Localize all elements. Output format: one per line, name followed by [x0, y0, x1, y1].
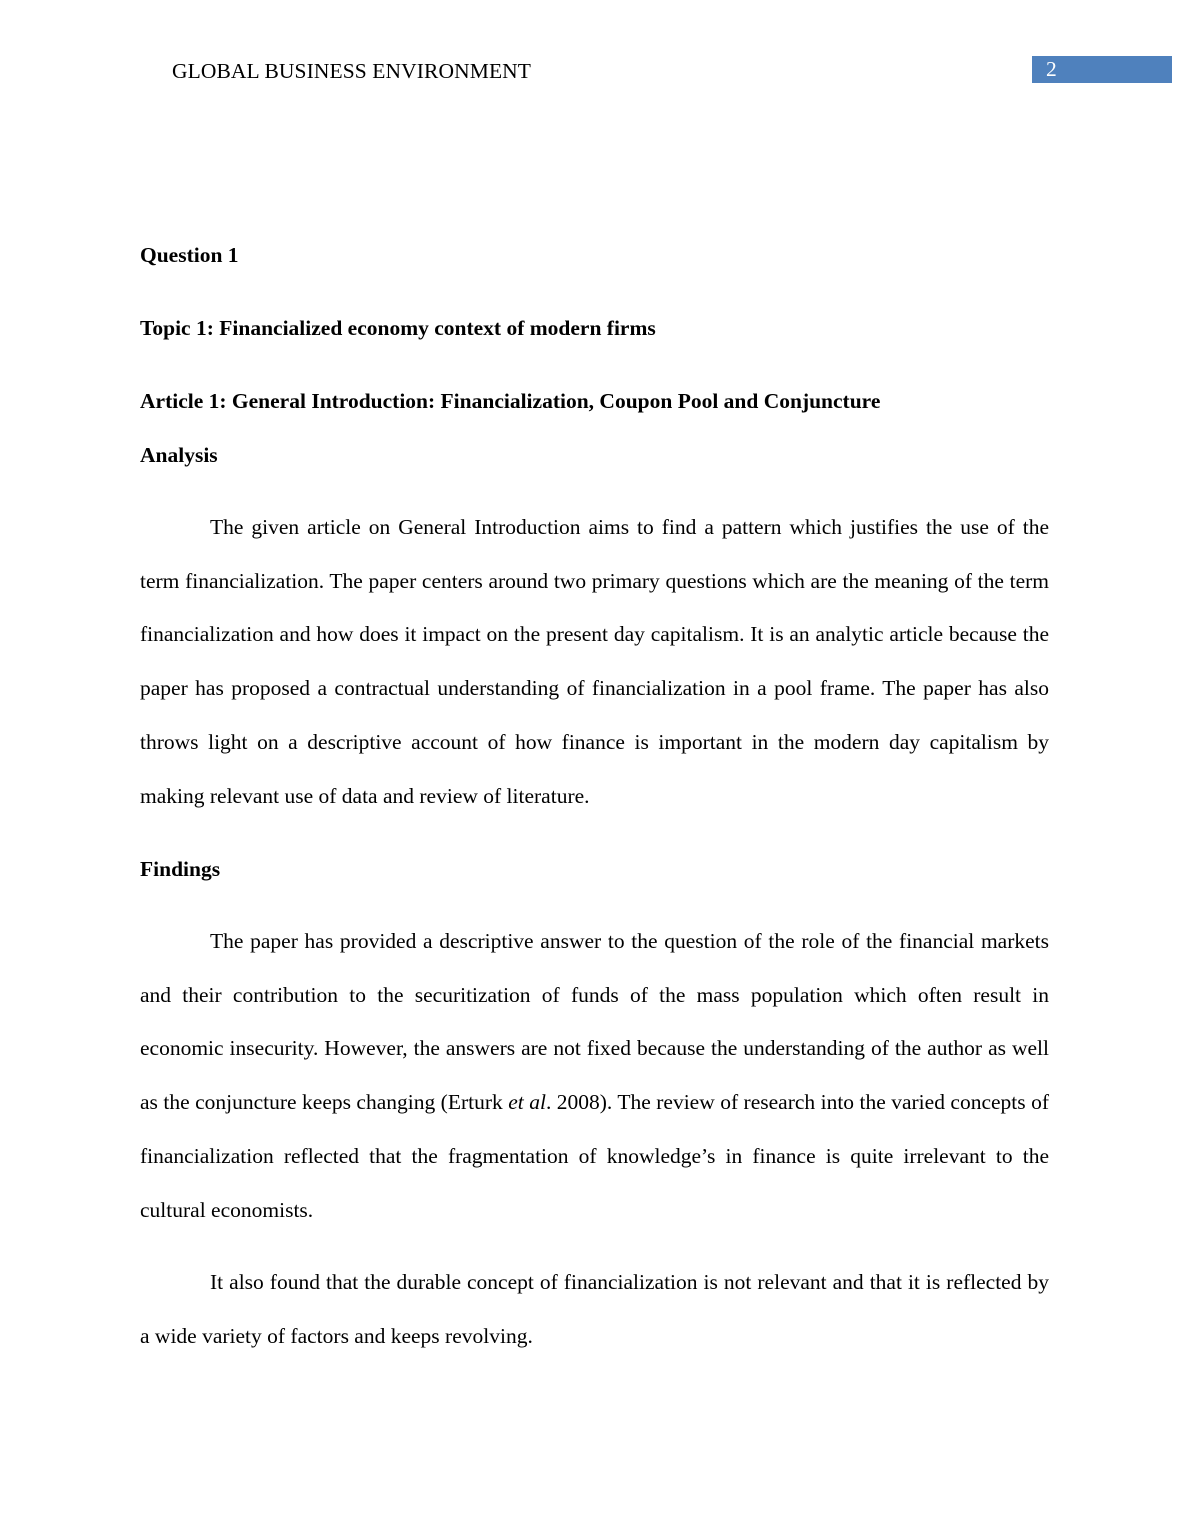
findings-citation-italic: et al [508, 1090, 546, 1115]
analysis-paragraph: The given article on General Introduction aims to find a pattern which justifies the use of the term financialization. The paper centers around two primary questions which are the meaning of the term financialization and how does it impact on the present day capitalism. It is an analytic article because the paper has proposed a contractual understanding of financialization in a pool frame. The paper has also throws light on a descriptive account of how finance is important in the modern day capitalism by making relevant use of data and review of literature. [140, 515, 1049, 808]
question-heading: Question 1 [140, 243, 239, 267]
topic-heading: Topic 1: Financialized economy context of modern firms [140, 316, 656, 340]
findings-text-part-2: . 2008). The review of research into the varied concepts of financialization reflected that the fragmentation of knowledge’s in finance is quite irrelevant to the cultural economists. [140, 1090, 1049, 1222]
running-head: GLOBAL BUSINESS ENVIRONMENT [172, 59, 532, 83]
findings-text-part-1: The paper has provided a descriptive answer to the question of the role of the financial markets and their contribution to the securitization of funds of the mass population which often result in economic insecurity. However, the answers are not fixed because the understanding of the author as well as the conjuncture keeps changing (Erturk [140, 929, 1049, 1115]
findings-paragraph-1 [140, 915, 1049, 1237]
findings-heading: Findings [140, 857, 221, 881]
page-number: 2 [1032, 56, 1172, 83]
findings-paragraph-2: It also found that the durable concept of financialization is not relevant and that it is reflected by a wide variety of factors and keeps revolving. [140, 1270, 1049, 1348]
analysis-heading: Analysis [140, 443, 218, 467]
article-heading: Article 1: General Introduction: Financialization, Coupon Pool and Conjuncture [140, 389, 881, 413]
